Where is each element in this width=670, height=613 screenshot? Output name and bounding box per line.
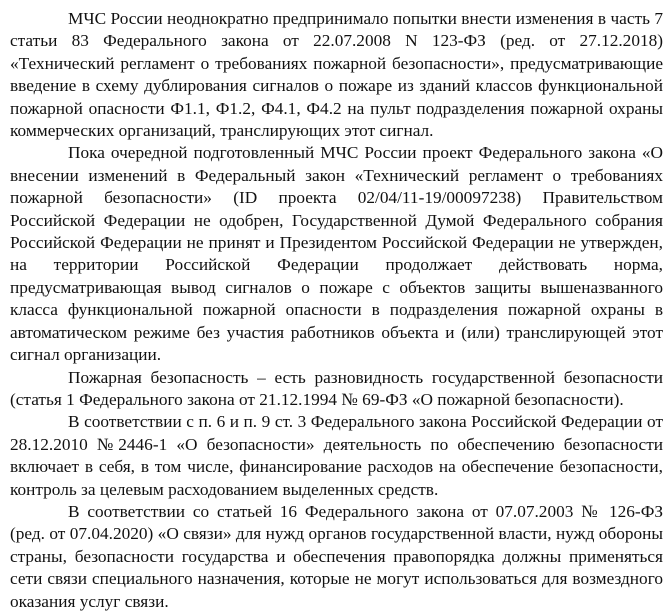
- paragraph-security-law: В соответствии с п. 6 и п. 9 ст. 3 Федерального закона Российской Федерации от 28.12.2010 №2446-1 «О безопасности» деятельность по обеспечению безопасности включает в себя, в том числе, финансирование расходов на обеспечение безопасности, контроль за целевым расходованием выделенных средств.: [10, 412, 663, 499]
- paragraph-communications-law: В соответствии со статьей 16 Федерального закона от 07.07.2003 № 126-ФЗ (ред. от 07.04.2020) «О связи» для нужд органов государственной власти, нужд обороны страны, безопасности государства и обеспечения правопорядка должны применяться сети связи специального назначения, которые не могут использоваться для возмездного оказания услуг связи.: [10, 501, 663, 611]
- paragraph-draft-law: Пока очередной подготовленный МЧС России проект Федерального закона «О внесении изменений в Федеральный закон «Технический регламент о требованиях пожарной безопасности» (ID проекта 02/04/11-19/00097238) Правительством Российской Федерации не одобрен, Государственной Думой Федерального собрания Российской Федерации не принят и Президентом Российской Федерации не утвержден, на территории Российской Федерации продолжает действовать норма, предусматривающая вывод сигналов о пожаре с объектов защиты вышеназванного класса функциональной пожарной опасности в подразделения пожарной охраны в автоматическом режиме без участия работников объекта и (или) транслирующей этот сигнал организации.: [10, 143, 663, 365]
- paragraph-mchs-attempts: МЧС России неоднократно предпринимало попытки внести изменения в часть 7 статьи 83 Федерального закона от 22.07.2008 N 123-ФЗ (ред. от 27.12.2018) «Технический регламент о требованиях пожарной безопасности», предусматривающие введение в схему дублирования сигналов о пожаре из зданий классов функциональной пожарной опасности Ф1.1, Ф1.2, Ф4.1, Ф4.2 на пульт подразделения пожарной охраны коммерческих организаций, транслирующих этот сигнал.: [10, 9, 663, 141]
- paragraph-fire-safety-definition: Пожарная безопасность – есть разновидность государственной безопасности (статья 1 Федерального закона от 21.12.1994 № 69-ФЗ «О пожарной безопасности).: [10, 367, 663, 409]
